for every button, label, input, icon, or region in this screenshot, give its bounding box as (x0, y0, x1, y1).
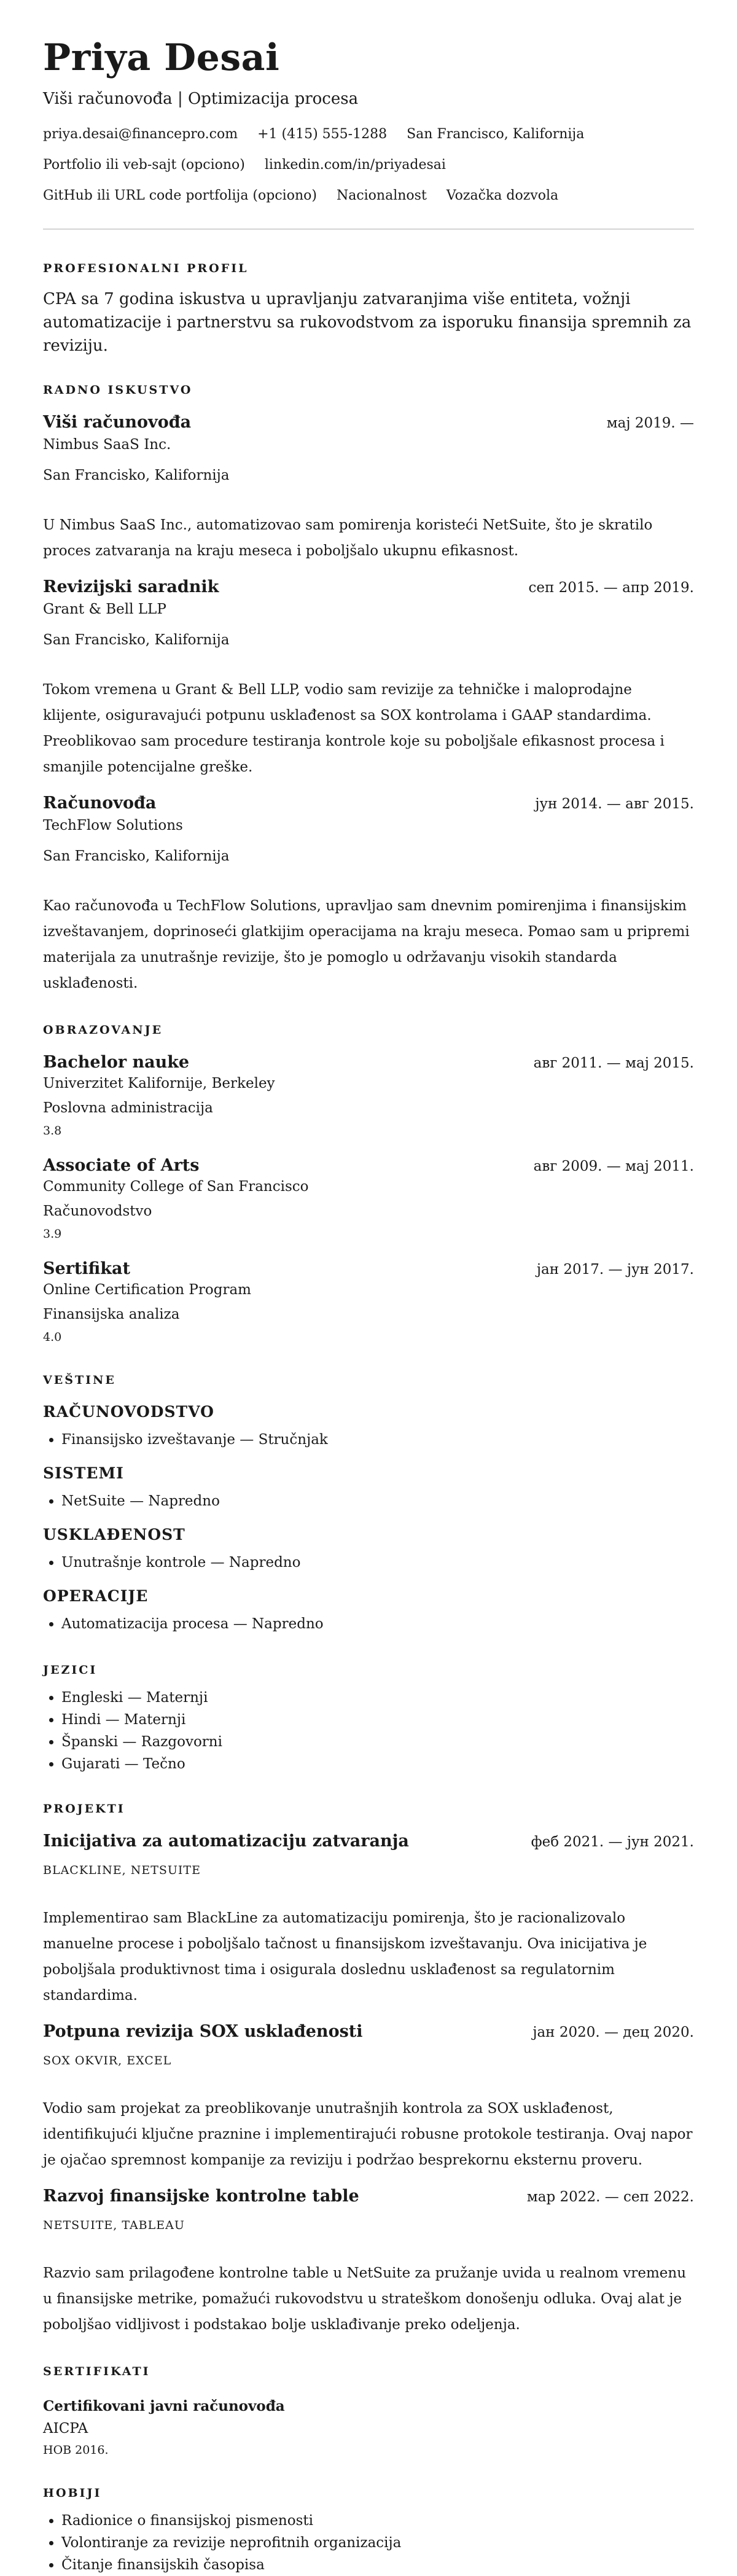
contact-row-3 (43, 187, 694, 205)
field-of-study: Poslovna administracija (43, 1100, 213, 1116)
github-link[interactable]: GitHub ili URL code portfolija (opciono) (43, 188, 317, 203)
skill-group (43, 1402, 694, 1451)
project-title: Inicijativa za automatizaciju zatvaranja (43, 1832, 409, 1851)
section-title-skills: VEŠTINE (43, 1373, 116, 1387)
school: Univerzitet Kalifornije, Berkeley (43, 1075, 275, 1091)
portfolio-link[interactable]: Portfolio ili veb-sajt (opciono) (43, 157, 245, 173)
email[interactable]: priya.desai@financepro.com (43, 127, 238, 142)
job-description: Tokom vremena u Grant & Bell LLP, vodio sam revizije za tehničke i maloprodajne klijente, osiguravajući potpunu usklađenost sa SOX kontrolama i GAAP standardima. Preoblikovao sam procedure testiranja kontrole koje su poboljšale efikasnost procesa i smanjile potencijalne greške. (43, 682, 665, 775)
project-date: јан 2020. — дец 2020. (532, 2024, 694, 2040)
company: TechFlow Solutions (43, 818, 183, 833)
language-item: • Hindi — Maternji (61, 1709, 694, 1731)
section-title-education: OBRAZOVANJE (43, 1023, 163, 1037)
company: Grant & Bell LLP (43, 601, 166, 617)
gpa: 4.0 (43, 1330, 62, 1344)
job-description: U Nimbus SaaS Inc., automatizovao sam pomirenja koristeći NetSuite, što je skratilo proces zatvaranja na kraju meseca i poboljšalo ukupnu efikasnost. (43, 517, 653, 559)
phone[interactable]: +1 (415) 555-1288 (257, 127, 388, 142)
project-description: Implementirao sam BlackLine za automatizaciju pomirenja, što je racionalizovalo manuelne procese i poboljšalo tačnost u finansijskom izveštavanju. Ova inicijativa je poboljšala produktivnost tima i osigurala doslednu usklađenost sa regulatornim standardima. (43, 1910, 647, 2004)
company: Nimbus SaaS Inc. (43, 437, 171, 453)
job-location: San Francisko, Kalifornija (43, 848, 230, 864)
language-item: • Engleski — Maternji (61, 1687, 694, 1709)
education-entry (43, 1155, 694, 1242)
section-title-projects: PROJEKTI (43, 1802, 125, 1816)
project-date: мар 2022. — сеп 2022. (526, 2189, 694, 2205)
certificate-entry (43, 2397, 694, 2458)
hobby-list (43, 2510, 694, 2576)
language-item: • Španski — Razgovorni (61, 1731, 694, 1753)
project-date: феб 2021. — јун 2021. (531, 1834, 694, 1850)
project-title: Razvoj finansijske kontrolne table (43, 2187, 359, 2206)
gpa: 3.9 (43, 1227, 62, 1241)
job-location: San Francisko, Kalifornija (43, 467, 230, 483)
skill-group-title: USKLAĐENOST (43, 1526, 185, 1544)
project-tech: NETSUITE, TABLEAU (43, 2219, 185, 2232)
hobby-item: • Čitanje finansijskih časopisa (61, 2554, 694, 2576)
skill-group-title: OPERACIJE (43, 1587, 149, 1605)
field-of-study: Finansijska analiza (43, 1306, 180, 1322)
contact-row-2 (43, 156, 694, 174)
drivers-license: Vozačka dozvola (446, 188, 559, 203)
job-date: мај 2019. — (606, 415, 694, 431)
field-of-study: Računovodstvo (43, 1203, 152, 1219)
education-date: авг 2009. — мај 2011. (533, 1158, 694, 1174)
experience-entry (43, 412, 694, 564)
education-date: авг 2011. — мај 2015. (533, 1055, 694, 1071)
language-list (43, 1687, 694, 1775)
language-item: • Gujarati — Tečno (61, 1753, 694, 1775)
section-title-hobbies: HOBIJI (43, 2486, 102, 2500)
candidate-name: Priya Desai (43, 36, 280, 79)
education-entry (43, 1258, 694, 1345)
education-entry (43, 1052, 694, 1139)
project-entry (43, 1830, 694, 2008)
skill-list (43, 1551, 694, 1574)
skill-group (43, 1463, 694, 1512)
section-title-profile: PROFESIONALNI PROFIL (43, 262, 249, 275)
header-divider (43, 228, 694, 230)
section-title-certificates: SERTIFIKATI (43, 2365, 150, 2378)
section-title-experience: RADNO ISKUSTVO (43, 383, 193, 397)
job-title: Računovođa (43, 794, 157, 813)
hobby-item: • Volontiranje za revizije neprofitnih organizacija (61, 2532, 694, 2554)
gpa: 3.8 (43, 1124, 62, 1138)
skill-group (43, 1586, 694, 1635)
location: San Francisco, Kalifornija (407, 127, 585, 142)
skill-item: • Unutrašnje kontrole — Napredno (61, 1551, 694, 1574)
certificate-date: НОВ 2016. (43, 2443, 109, 2457)
project-tech: BLACKLINE, NETSUITE (43, 1864, 201, 1877)
certificate-name: Certifikovani javni računovođa (43, 2398, 285, 2414)
experience-entry (43, 576, 694, 780)
skill-group-title: RAČUNOVODSTVO (43, 1403, 214, 1421)
skill-list (43, 1490, 694, 1512)
degree: Associate of Arts (43, 1156, 200, 1175)
section-title-languages: JEZICI (43, 1663, 98, 1677)
skill-list (43, 1613, 694, 1635)
education-date: јан 2017. — јун 2017. (536, 1262, 694, 1278)
skill-item: • Finansijsko izveštavanje — Stručnjak (61, 1429, 694, 1451)
certificate-issuer: AICPA (43, 2421, 88, 2437)
skill-item: • Automatizacija procesa — Napredno (61, 1613, 694, 1635)
headline: Viši računovođa | Optimizacija procesa (43, 90, 359, 108)
project-entry (43, 2185, 694, 2338)
project-title: Potpuna revizija SOX usklađenosti (43, 2022, 363, 2041)
skill-item: • NetSuite — Napredno (61, 1490, 694, 1512)
experience-entry (43, 792, 694, 996)
degree: Bachelor nauke (43, 1053, 190, 1072)
job-date: сеп 2015. — апр 2019. (528, 580, 694, 596)
job-date: јун 2014. — авг 2015. (535, 796, 694, 812)
job-title: Revizijski saradnik (43, 577, 219, 596)
skill-group-title: SISTEMI (43, 1464, 124, 1482)
project-entry (43, 2021, 694, 2173)
skill-group (43, 1524, 694, 1574)
project-tech: SOX OKVIR, EXCEL (43, 2054, 172, 2067)
profile-summary: CPA sa 7 godina iskustva u upravljanju zatvaranjima više entiteta, vožnji automatizacije i partnerstvu sa rukovodstvom za isporuku finansija spremnih za reviziju. (43, 290, 692, 355)
skill-list (43, 1429, 694, 1451)
degree: Sertifikat (43, 1259, 130, 1278)
school: Online Certification Program (43, 1282, 251, 1298)
job-location: San Francisko, Kalifornija (43, 632, 230, 648)
linkedin-link[interactable]: linkedin.com/in/priyadesai (264, 157, 446, 173)
project-description: Vodio sam projekat za preoblikovanje unutrašnjih kontrola za SOX usklađenost, identifikujući ključne praznine i implementirajući robusne protokole testiranja. Ovaj napor je ojačao spremnost kompanije za reviziju i podržao besprekornu eksternu proveru. (43, 2101, 693, 2168)
contact-row-1 (43, 125, 694, 144)
school: Community College of San Francisco (43, 1179, 309, 1195)
job-description: Kao računovođa u TechFlow Solutions, upravljao sam dnevnim pomirenjima i finansijskim izveštavanjem, doprinoseći glatkijim operacijama na kraju meseca. Pomao sam u pripremi materijala za unutrašnje revizije, što je pomoglo u održavanju visokih standarda usklađenosti. (43, 898, 690, 991)
nationality: Nacionalnost (336, 188, 427, 203)
job-title: Viši računovođa (43, 413, 192, 432)
hobby-item: • Radionice o finansijskoj pismenosti (61, 2510, 694, 2532)
project-description: Razvio sam prilagođene kontrolne table u NetSuite za pružanje uvida u realnom vremenu u finansijske metrike, pomažući rukovodstvu u strateškom donošenju odluka. Ovaj alat je poboljšao vidljivost i podstakao bolje usklađivanje preko odeljenja. (43, 2265, 687, 2333)
